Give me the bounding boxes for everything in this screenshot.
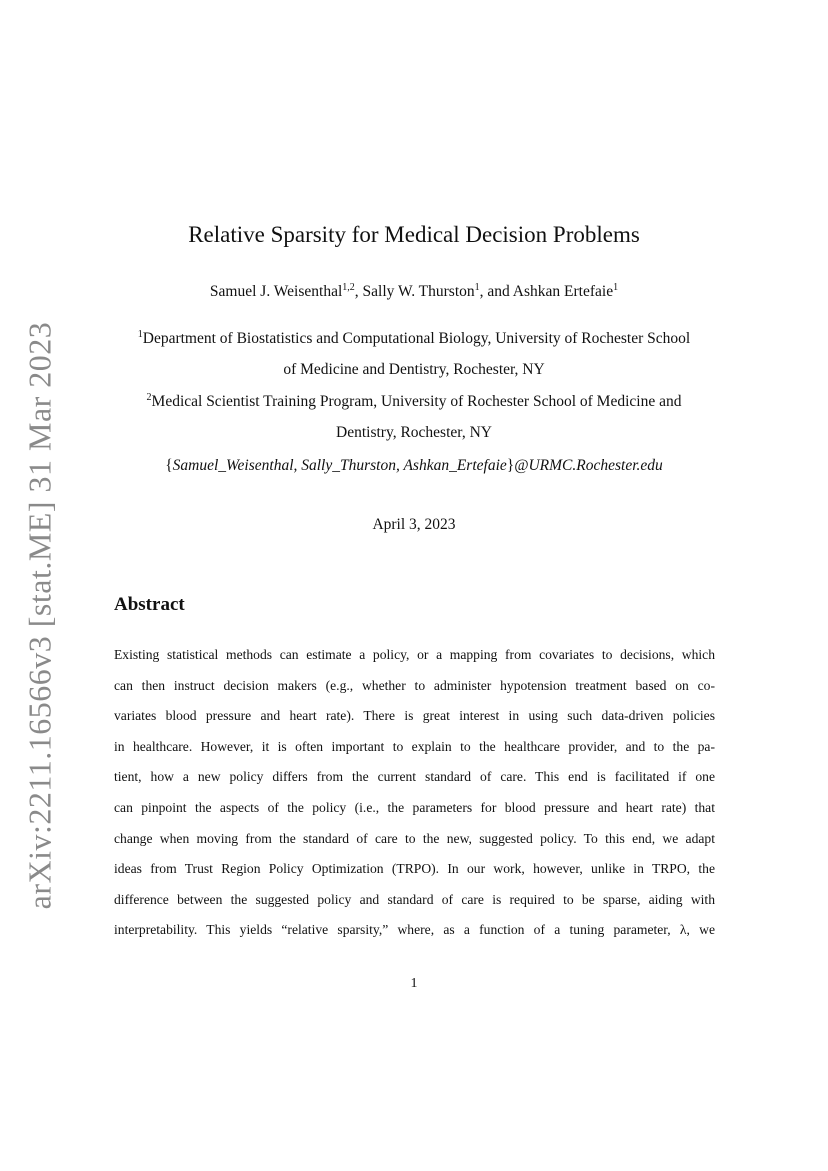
abstract-line: interpretability. This yields “relative sparsity,” where, as a function of a tuning parameter, λ, we — [114, 922, 715, 938]
affiliation-marker: 1 — [137, 328, 143, 340]
email-close-brace: } — [506, 457, 515, 474]
paper-date: April 3, 2023 — [372, 516, 456, 533]
email-domain: @URMC.Rochester.edu — [514, 457, 663, 474]
author-separator: , — [354, 283, 363, 300]
arxiv-stamp — [12, 321, 68, 909]
affiliation-line: Dentistry, Rochester, NY — [336, 424, 492, 441]
author-name: Sally W. Thurston — [362, 283, 475, 300]
email-names: Samuel_Weisenthal, Sally_Thurston, Ashkan_Ertefaie — [172, 457, 507, 474]
abstract-line: change when moving from the standard of care to the new, suggested policy. To this end, we adapt — [114, 830, 715, 846]
author-affiliation-marker: 1,2 — [342, 281, 355, 293]
affiliation-line: Medical Scientist Training Program, University of Rochester School of Medicine and — [151, 393, 682, 410]
abstract-line: tient, how a new policy differs from the current standard of care. This end is facilitated if one — [114, 769, 715, 785]
author-name: Ashkan Ertefaie — [512, 283, 614, 300]
abstract-line: can pinpoint the aspects of the policy (i.e., the parameters for blood pressure and heart rate) that — [114, 799, 715, 815]
abstract-line: Existing statistical methods can estimate a policy, or a mapping from covariates to decisions, which — [114, 647, 715, 662]
affiliation-1 — [110, 323, 718, 385]
paper-title: Relative Sparsity for Medical Decision Problems — [188, 222, 640, 247]
affiliation-marker: 2 — [146, 391, 152, 403]
author-list — [0, 283, 828, 301]
email-open-brace: { — [165, 457, 173, 474]
author-separator: , and — [479, 283, 513, 300]
author-name: Samuel J. Weisenthal — [209, 283, 343, 300]
author-affiliation-marker: 1 — [474, 281, 480, 293]
arxiv-stamp-text: arXiv:2211.16566v3 [stat.ME] 31 Mar 2023 — [21, 321, 58, 909]
author-affiliation-marker: 1 — [613, 281, 619, 293]
abstract-line: can then instruct decision makers (e.g., whether to administer hypotension treatment based on co- — [114, 677, 715, 693]
abstract-line: in healthcare. However, it is often important to explain to the healthcare provider, and to the pa- — [114, 738, 715, 754]
abstract-line: variates blood pressure and heart rate). There is great interest in using such data-driven policies — [114, 708, 715, 724]
affiliation-line: of Medicine and Dentistry, Rochester, NY — [283, 361, 545, 378]
abstract-line: ideas from Trust Region Policy Optimization (TRPO). In our work, however, unlike in TRPO, the — [114, 861, 715, 877]
page-number: 1 — [410, 976, 418, 991]
abstract-heading: Abstract — [114, 594, 185, 615]
affiliation-2 — [110, 386, 718, 448]
author-emails — [0, 450, 828, 481]
affiliation-line: Department of Biostatistics and Computational Biology, University of Rochester School — [142, 330, 691, 347]
abstract-line: difference between the suggested policy and standard of care is required to be sparse, aiding with — [114, 891, 715, 907]
abstract-body — [114, 640, 715, 946]
